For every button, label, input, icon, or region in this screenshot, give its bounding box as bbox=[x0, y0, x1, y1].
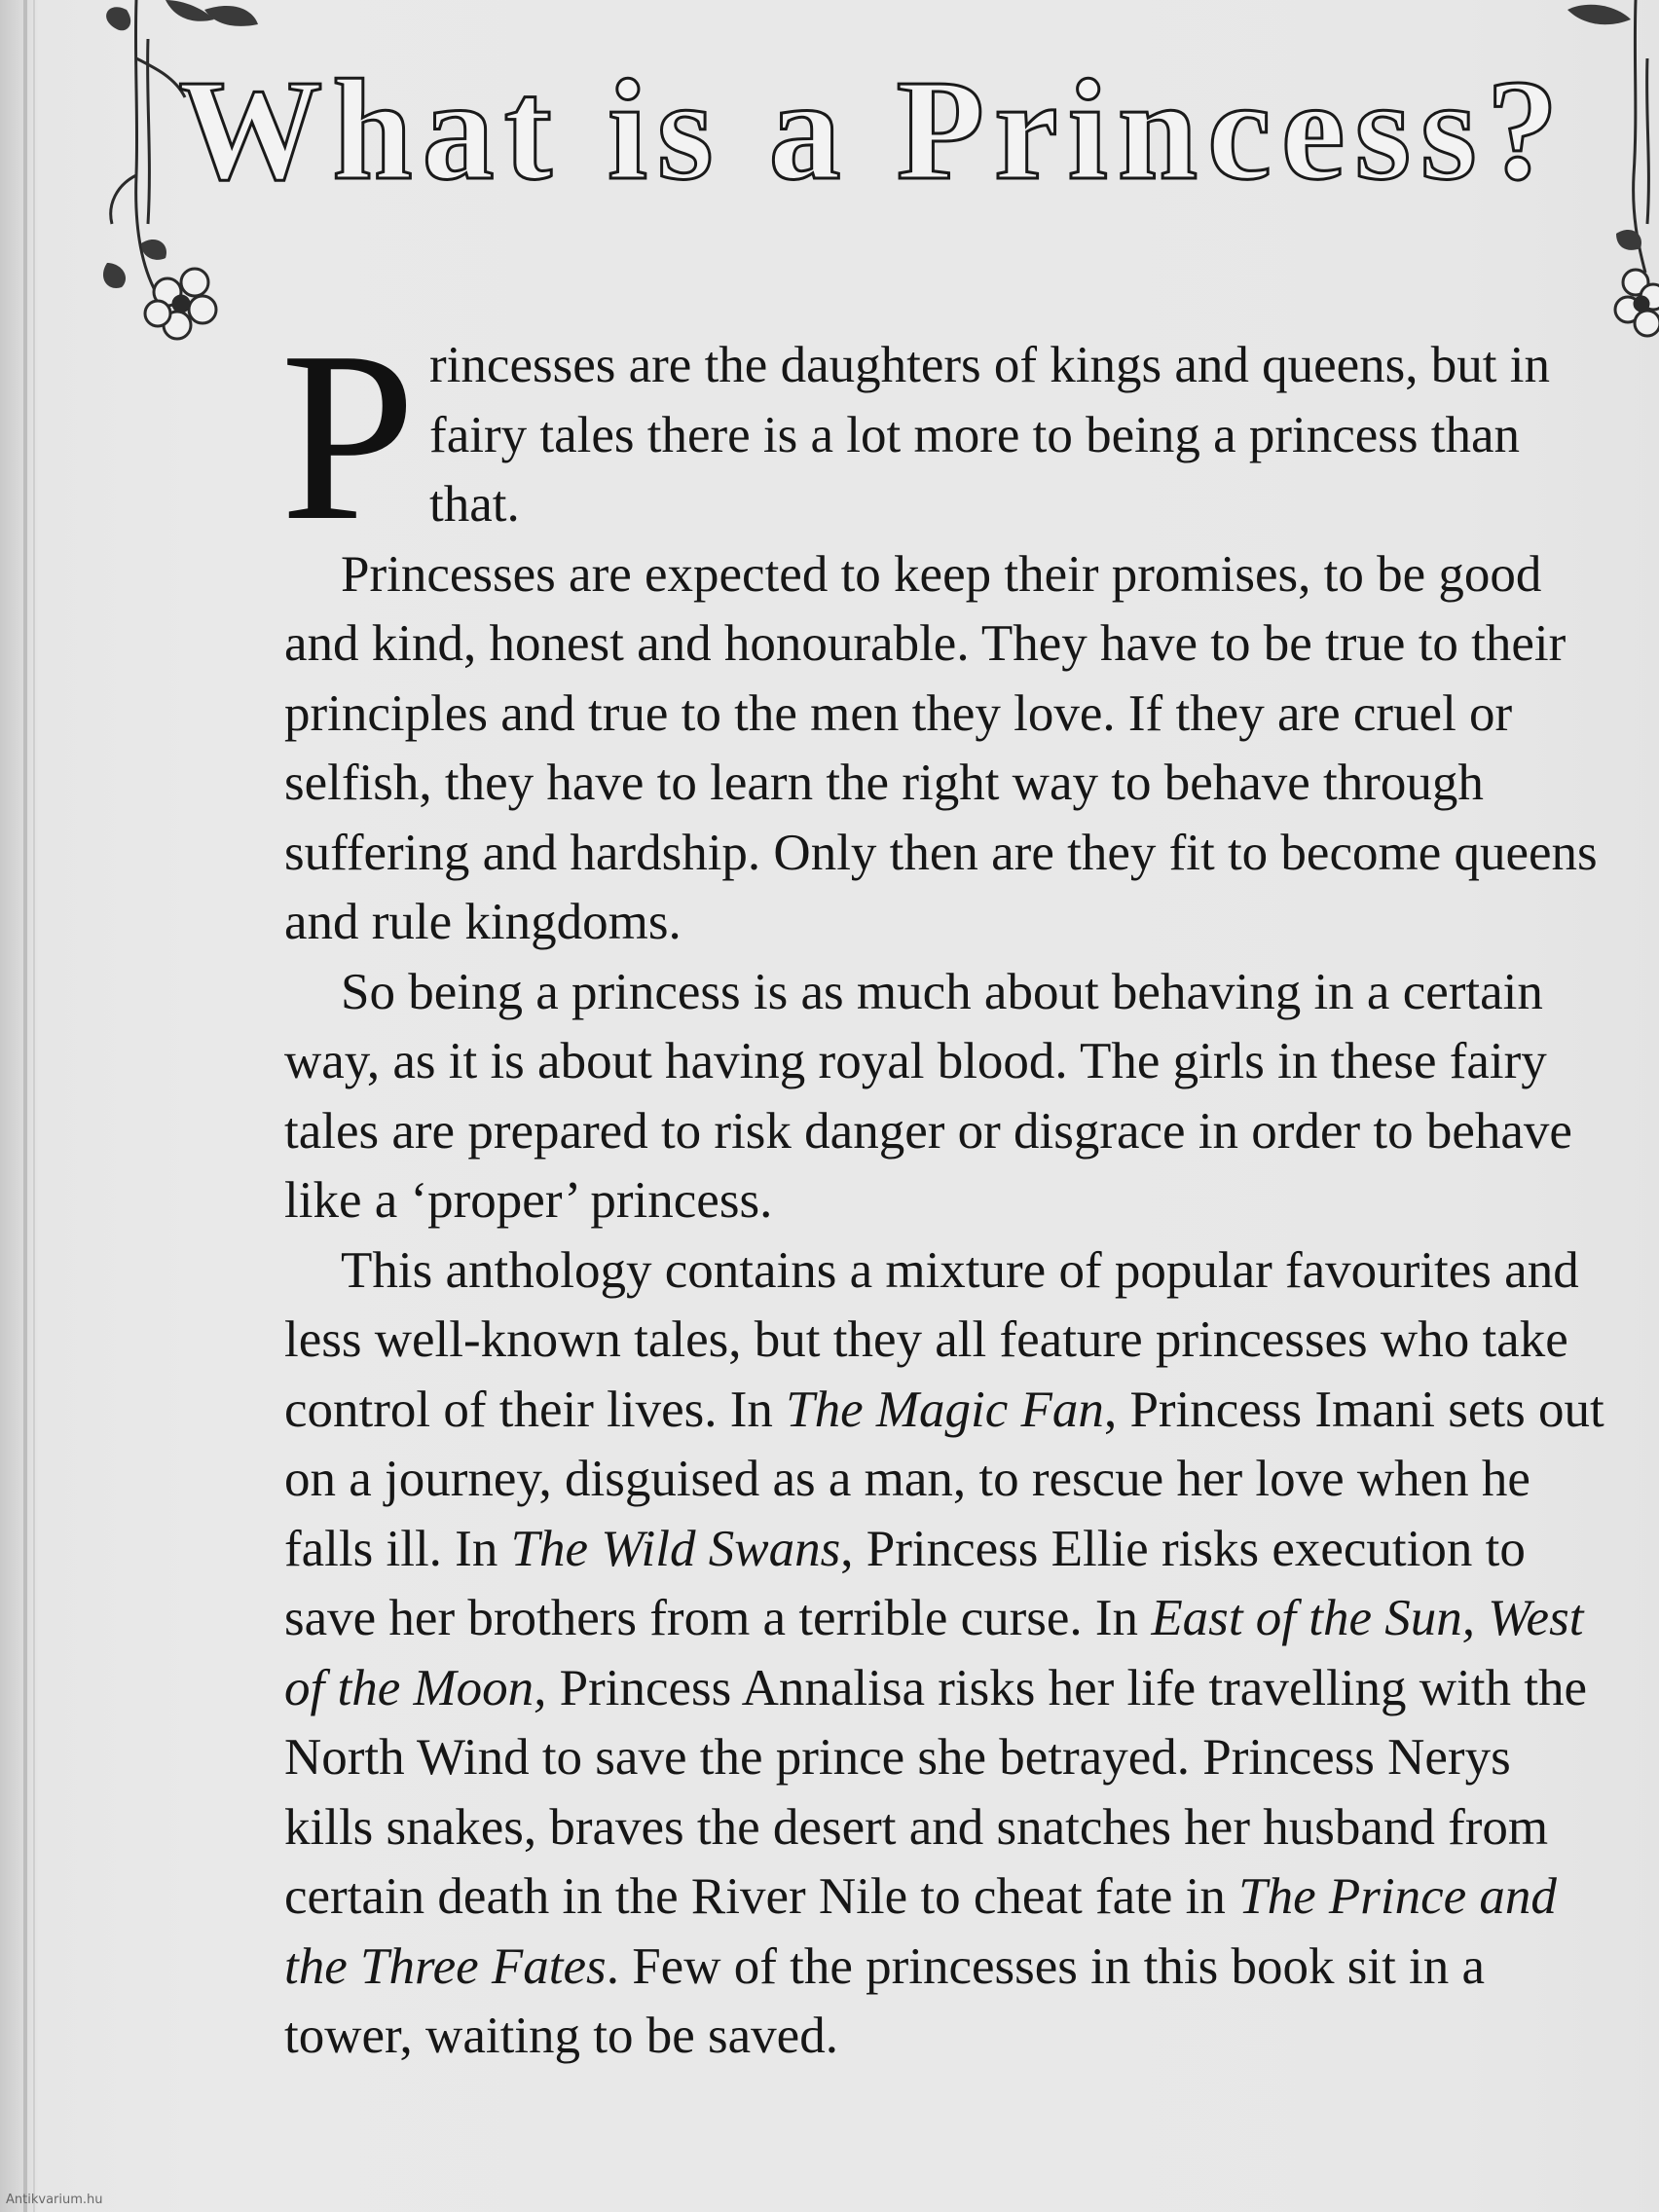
paragraph-text: Princess Annalisa risks her life travelling with the North Wind to save the prince she betrayed. Princess Nerys kills snakes, braves the desert and snatches her husband from certain death in the River Nile to cheat fate in bbox=[284, 1659, 1587, 1925]
paragraph-1 bbox=[280, 302, 1608, 571]
body-text bbox=[280, 302, 1608, 2072]
paragraph-text: So being a princess is as much about behaving in a certain way, as it is about having royal blood. The girls in these fairy tales are prepared to risk danger or disgrace in order to behave like a ‘proper’ princess. bbox=[284, 963, 1572, 1229]
paragraph-text: rincesses are the daughters of kings and queens, but in fairy tales there is a lot more to being a princess than that. bbox=[429, 337, 1551, 533]
paragraph-2 bbox=[284, 540, 1608, 958]
book-title-text: East of the Sun, West of the Moon, bbox=[284, 1590, 1584, 1716]
page-title: What is a Princess? bbox=[178, 51, 1568, 210]
book-title-text: The Wild Swans bbox=[510, 1520, 841, 1577]
page-binding-edge-inner bbox=[33, 0, 35, 2212]
paragraph-text: , Princess Imani sets out on a journey, disguised as a man, to rescue her love when he falls ill. In bbox=[284, 1381, 1604, 1577]
paragraph-4 bbox=[284, 1236, 1608, 2072]
paragraph-text: Princesses are expected to keep their promises, to be good and kind, honest and honourable. They have to be true to their principles and true to the men they love. If they are cruel or selfish, they have to learn the right way to behave through suffering and hardship. Only then are they fit to become queens and rule kingdoms. bbox=[284, 545, 1598, 950]
paragraph-text: This anthology contains a mixture of popular favourites and less well-known tales, but they all feature princesses who take control of their lives. In bbox=[284, 1241, 1579, 1438]
drop-cap: P bbox=[280, 302, 417, 571]
watermark-text: Antikvarium.hu bbox=[6, 2193, 103, 2207]
book-title-text: The Prince and the Three Fates bbox=[284, 1868, 1557, 1995]
book-title-text: The Magic Fan bbox=[786, 1381, 1104, 1438]
paragraph-text: . Few of the princesses in this book sit in a tower, waiting to be saved. bbox=[284, 1937, 1486, 2064]
page-binding-edge bbox=[23, 0, 27, 2212]
paragraph-3 bbox=[284, 958, 1608, 1236]
paragraph-text: , Princess Ellie risks execution to save her brothers from a terrible curse. In bbox=[284, 1520, 1526, 1646]
